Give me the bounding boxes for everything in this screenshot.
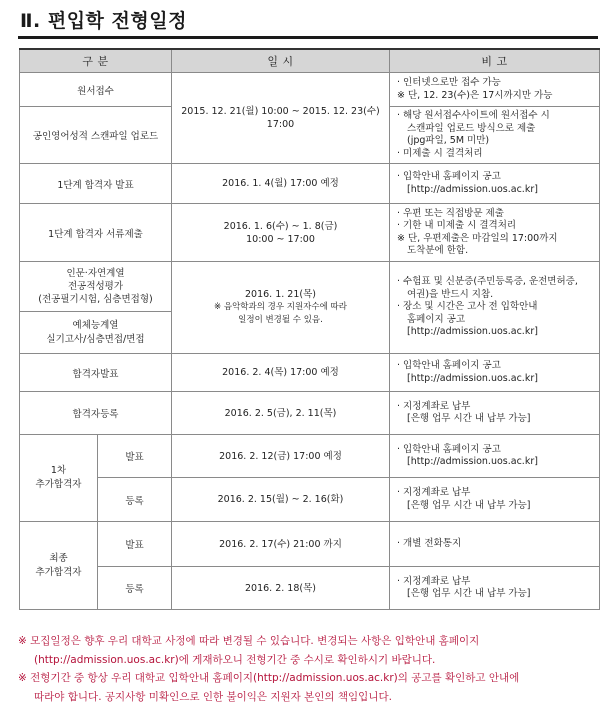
table-row <box>20 478 600 522</box>
registration-schedule: 2016. 2. 5(금), 2. 11(목) <box>172 392 390 435</box>
table-row <box>20 262 600 312</box>
row-label-registration: 합격자등록 <box>20 392 172 435</box>
exam-schedule: 2016. 1. 21(목) ※ 음악학과의 경우 지원자수에 따라 일정이 변경될 수 있음. <box>172 262 390 354</box>
footer-line-3: ※ 전형기간 중 항상 우리 대학교 입학안내 홈페이지(http://admission.uos.ac.kr)의 공고를 확인하고 안내에 <box>18 672 520 684</box>
extra1-announce-notes: · 입학안내 홈페이지 공고 [http://admission.uos.ac.kr] <box>390 435 600 478</box>
extra1-announce-label: 발표 <box>98 435 172 478</box>
pass-result-notes: · 입학안내 홈페이지 공고 [http://admission.uos.ac.kr] <box>390 354 600 392</box>
header-schedule: 일 시 <box>172 49 390 73</box>
table-row <box>20 392 600 435</box>
table-row <box>20 354 600 392</box>
footer-notice <box>18 632 598 706</box>
registration-notes: · 지정계좌로 납부 [은행 업무 시간 내 납부 가능] <box>390 392 600 435</box>
table-row <box>20 567 600 610</box>
extra1-register-schedule: 2016. 2. 15(월) ~ 2. 16(화) <box>172 478 390 522</box>
footer-line-2: (http://admission.uos.ac.kr)에 게재하오니 전형기간 중 수시로 확인하시기 바랍니다. <box>34 653 436 666</box>
extra1-announce-schedule: 2016. 2. 12(금) 17:00 예정 <box>172 435 390 478</box>
row-label-extra1: 1차 추가합격자 <box>20 435 98 522</box>
pass-result-schedule: 2016. 2. 4(목) 17:00 예정 <box>172 354 390 392</box>
table-row <box>20 435 600 478</box>
final-announce-notes: · 개별 전화통지 <box>390 522 600 567</box>
final-register-schedule: 2016. 2. 18(목) <box>172 567 390 610</box>
page-title: Ⅱ. 편입학 전형일정 <box>20 10 187 32</box>
schedule-table <box>19 48 600 610</box>
row-label-english: 공인영어성적 스캔파일 업로드 <box>20 107 172 164</box>
first-docs-notes: · 우편 또는 직접방문 제출 · 기한 내 미제출 시 결격처리 ※ 단, 우편제출은 마감일의 17:00까지 도착분에 한함. <box>390 204 600 262</box>
title-underline <box>18 36 598 39</box>
final-announce-label: 발표 <box>98 522 172 567</box>
header-remarks: 비 고 <box>390 49 600 73</box>
apply-notes: · 인터넷으로만 접수 가능 ※ 단, 12. 23(수)은 17시까지만 가능 <box>390 73 600 107</box>
row-label-first-docs: 1단계 합격자 서류제출 <box>20 204 172 262</box>
first-result-notes: · 입학안내 홈페이지 공고 [http://admission.uos.ac.kr] <box>390 164 600 204</box>
footer-line-4: 따라야 합니다. 공지사항 미확인으로 인한 불이익은 지원자 본인의 책임입니다. <box>34 690 392 703</box>
shared-schedule: 2015. 12. 21(월) 10:00 ~ 2015. 12. 23(수) 17:00 <box>172 73 390 164</box>
table-row <box>20 73 600 107</box>
table-row <box>20 164 600 204</box>
row-label-exam-arts: 예체능계열 실기고사/심층면접/면접 <box>20 312 172 354</box>
header-category: 구 분 <box>20 49 172 73</box>
exam-notes: · 수험표 및 신분증(주민등록증, 운전면허증, 여권)을 반드시 지참. · 장소 및 시간은 고사 전 입학안내 홈페이지 공고 [http://admission.uos.ac.kr] <box>390 262 600 354</box>
footer-line-1: ※ 모집일정은 향후 우리 대학교 사정에 따라 변경될 수 있습니다. 변경되는 사항은 입학안내 홈페이지 <box>18 635 480 647</box>
row-label-apply: 원서접수 <box>20 73 172 107</box>
table-row <box>20 204 600 262</box>
row-label-final: 최종 추가합격자 <box>20 522 98 610</box>
english-notes: · 해당 원서접수사이트에 원서접수 시 스캔파일 업로드 방식으로 제출 (jpg파일, 5M 미만) · 미제출 시 결격처리 <box>390 107 600 164</box>
extra1-register-notes: · 지정계좌로 납부 [은행 업무 시간 내 납부 가능] <box>390 478 600 522</box>
first-result-schedule: 2016. 1. 4(월) 17:00 예정 <box>172 164 390 204</box>
row-label-exam-humanities: 인문·자연계열 전공적성평가 (전공필기시험, 심층면접형) <box>20 262 172 312</box>
row-label-first-result: 1단계 합격자 발표 <box>20 164 172 204</box>
final-register-label: 등록 <box>98 567 172 610</box>
first-docs-schedule: 2016. 1. 6(수) ~ 1. 8(금) 10:00 ~ 17:00 <box>172 204 390 262</box>
row-label-pass-result: 합격자발표 <box>20 354 172 392</box>
extra1-register-label: 등록 <box>98 478 172 522</box>
final-announce-schedule: 2016. 2. 17(수) 21:00 까지 <box>172 522 390 567</box>
final-register-notes: · 지정계좌로 납부 [은행 업무 시간 내 납부 가능] <box>390 567 600 610</box>
table-row <box>20 522 600 567</box>
